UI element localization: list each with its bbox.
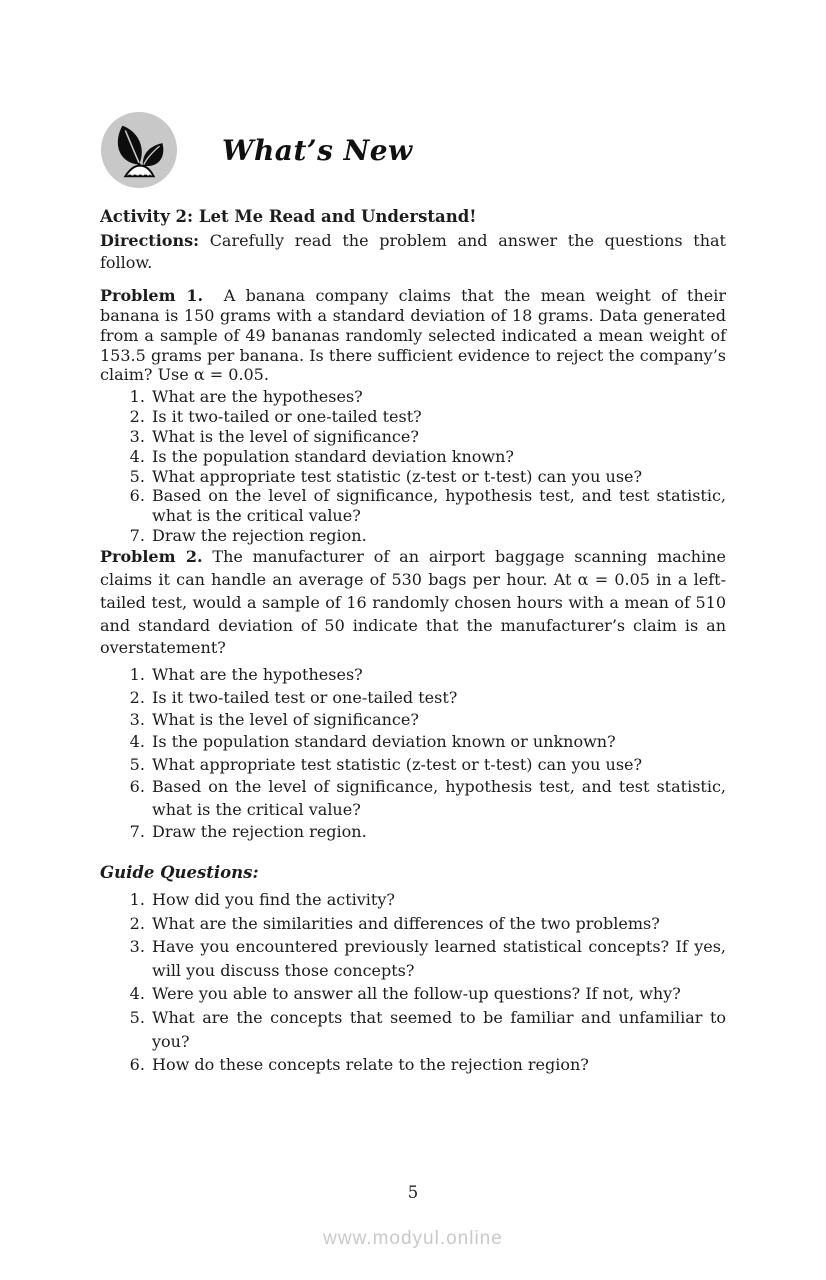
- guide-question-item: 3. Have you encountered previously learned statistical concepts? If yes, will you discuss those concepts?: [150, 935, 726, 982]
- guide-question-item: 2. What are the similarities and differences of the two problems?: [150, 912, 726, 936]
- directions-text: Carefully read the problem and answer the questions that follow.: [100, 231, 726, 273]
- question-item: 4. Is the population standard deviation known or unknown?: [150, 731, 726, 753]
- seedling-icon: [100, 111, 178, 189]
- guide-question-item: 6. How do these concepts relate to the rejection region?: [150, 1053, 726, 1077]
- page-title: What’s New: [222, 133, 413, 167]
- guide-question-item: 1. How did you find the activity?: [150, 888, 726, 912]
- problem-1-statement: [100, 286, 726, 385]
- problem-2-text: The manufacturer of an airport baggage scanning machine claims it can handle an average of 530 bags per hour. At α = 0.05 in a left-tailed test, would a sample of 16 randomly chosen hours with a mean of 510 and standard deviation of 50 indicate that the manufacturer’s claim is an overstatement?: [100, 546, 727, 658]
- problem-2-statement: [100, 546, 726, 660]
- question-item: 3. What is the level of significance?: [150, 427, 726, 447]
- question-item: 7. Draw the rejection region.: [150, 821, 726, 843]
- section-header: [100, 111, 726, 189]
- activity-title: Activity 2: Let Me Read and Understand!: [100, 207, 477, 226]
- problem-2-questions: [100, 664, 726, 843]
- document-page: [0, 111, 826, 1280]
- question-item: 2. Is it two-tailed test or one-tailed test?: [150, 687, 726, 709]
- problem-1-label: Problem 1.: [100, 286, 204, 306]
- problem-2-label: Problem 2.: [100, 546, 203, 566]
- question-item: 1. What are the hypotheses?: [150, 387, 726, 407]
- question-item: 2. Is it two-tailed or one-tailed test?: [150, 407, 726, 427]
- problem-1-text: A banana company claims that the mean weight of their banana is 150 grams with a standard deviation of 18 grams. Data generated from a sample of 49 bananas randomly selected indicated a mean weight of 153.5 grams per banana. Is there sufficient evidence to reject the company’s claim? Use α = 0.05.: [100, 286, 727, 385]
- question-item: 6. Based on the level of significance, hypothesis test, and test statistic, what is the critical value?: [150, 486, 726, 526]
- guide-questions-heading: Guide Questions:: [100, 863, 259, 883]
- question-item: 3. What is the level of significance?: [150, 709, 726, 731]
- question-item: 1. What are the hypotheses?: [150, 664, 726, 686]
- watermark: www.modyul.online: [323, 1228, 503, 1249]
- question-item: 5. What appropriate test statistic (z-test or t-test) can you use?: [150, 754, 726, 776]
- page-number: 5: [407, 1183, 419, 1202]
- guide-question-item: 4. Were you able to answer all the follow-up questions? If not, why?: [150, 982, 726, 1006]
- problem-1-questions: [100, 387, 726, 546]
- question-item: 4. Is the population standard deviation known?: [150, 447, 726, 467]
- guide-questions-list: [100, 888, 726, 1076]
- question-item: 6. Based on the level of significance, hypothesis test, and test statistic, what is the critical value?: [150, 776, 726, 821]
- guide-question-item: 5. What are the concepts that seemed to be familiar and unfamiliar to you?: [150, 1006, 726, 1053]
- directions-paragraph: [100, 230, 726, 274]
- directions-label: Directions:: [100, 231, 199, 250]
- question-item: 7. Draw the rejection region.: [150, 526, 726, 546]
- question-item: 5. What appropriate test statistic (z-test or t-test) can you use?: [150, 467, 726, 487]
